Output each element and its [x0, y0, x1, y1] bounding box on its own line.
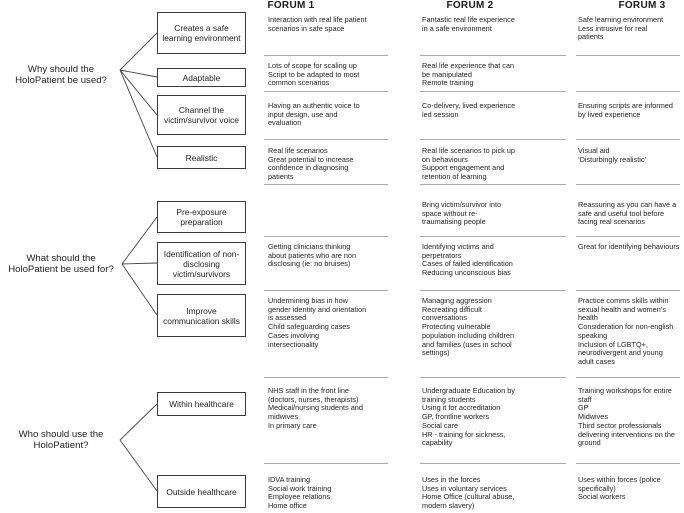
header-forum-1: FORUM 1: [267, 0, 315, 11]
cell-line: retention of learning: [422, 172, 487, 182]
cell-line: Social work training: [268, 483, 332, 493]
cell-line: HR - training for sickness,: [422, 429, 506, 439]
row-divider: [420, 139, 566, 140]
cell-line: perpetrators: [422, 250, 462, 260]
row-divider: [264, 463, 388, 464]
cell-line: sexual health and women’s: [578, 304, 666, 314]
cell-line: disclosing (ie: no bruises): [268, 259, 351, 269]
cell-line: Reassuring as you can have a: [578, 201, 677, 209]
row-divider: [420, 463, 566, 464]
question-why: Why should the HoloPatient be used?: [15, 64, 107, 86]
connector-line: [122, 217, 157, 264]
cell-line: Uses in voluntary services: [422, 483, 507, 493]
cell-forum-3: [578, 243, 684, 252]
cell-line: confidence in diagnosing: [268, 163, 349, 173]
cell-forum-1: [268, 243, 418, 269]
row-divider: [420, 184, 566, 185]
cell-forum-2: [422, 147, 572, 182]
connector-line: [122, 264, 157, 315]
cell-forum-2: [422, 297, 572, 358]
row-divider: [264, 55, 388, 56]
question-who: Who should use the HoloPatient?: [18, 429, 104, 451]
connector-line: [120, 70, 157, 157]
cell-line: Recreating difficult: [422, 304, 482, 314]
cell-line: IDVA training: [268, 476, 311, 484]
row-divider: [420, 91, 566, 92]
row-divider: [420, 236, 566, 237]
cell-line: Training workshops for entire: [578, 387, 672, 395]
cell-line: Identifying victims and: [422, 243, 494, 251]
cell-line: adult cases: [578, 356, 615, 366]
cell-forum-1: [268, 62, 418, 88]
cell-line: safe and useful tool before: [578, 208, 665, 218]
cell-line: Less intrusive for real: [578, 23, 648, 33]
cell-line: midwives: [268, 412, 299, 422]
cell-line: Midwives: [578, 412, 609, 422]
row-divider: [576, 377, 680, 378]
cell-forum-2: [422, 387, 572, 448]
row-divider: [576, 463, 680, 464]
cell-line: and families (uses in school: [422, 339, 512, 349]
cell-forum-3: [578, 476, 684, 502]
cell-line: Getting clinicians thinking: [268, 243, 351, 251]
cell-forum-1: [268, 387, 418, 431]
cell-line: Safe learning environment: [578, 16, 664, 24]
cell-line: about patients who are non: [268, 250, 357, 260]
cell-line: Cases of failed identification: [422, 259, 513, 269]
question-what: What should the HoloPatient be used for?: [8, 253, 114, 275]
cell-line: Third sector professionals: [578, 420, 662, 430]
cell-line: ‘Disturbingly realistic’: [578, 154, 647, 164]
category-safe-learning: Creates a safe learning environment: [157, 12, 246, 54]
cell-line: conversations: [422, 313, 468, 323]
cell-line: Script to be adapted to most: [268, 69, 360, 79]
cell-line: patients: [578, 32, 604, 42]
category-pre-exposure: Pre-exposure preparation: [157, 201, 246, 233]
cell-line: Real life scenarios: [268, 147, 328, 155]
row-divider: [420, 55, 566, 56]
cell-forum-1: [268, 16, 418, 33]
connector-line: [120, 70, 157, 77]
cell-line: Undermining bias in how: [268, 297, 348, 305]
cell-line: traumatising people: [422, 217, 486, 227]
cell-line: modern slavery): [422, 501, 475, 511]
cell-line: Child safeguarding cases: [268, 322, 350, 332]
cell-forum-3: [578, 102, 684, 119]
cell-line: space without re-: [422, 208, 478, 218]
cell-line: Co-delivery, lived experience: [422, 102, 516, 110]
row-divider: [576, 290, 680, 291]
cell-line: Cases involving: [268, 330, 320, 340]
cell-forum-3: [578, 16, 684, 42]
cell-line: (doctors, nurses, therapists): [268, 394, 359, 404]
row-divider: [576, 91, 680, 92]
cell-line: Having an authentic voice to: [268, 102, 360, 110]
cell-line: led session: [422, 109, 459, 119]
cell-line: specifically): [578, 483, 616, 493]
category-within-healthcare: Within healthcare: [157, 392, 246, 416]
cell-line: Fantastic real life experience: [422, 16, 515, 24]
cell-line: Great potential to increase: [268, 154, 354, 164]
cell-line: GP: [578, 403, 589, 413]
cell-line: NHS staff in the front line: [268, 387, 349, 395]
cell-line: scenarios in safe space: [268, 23, 345, 33]
cell-forum-2: [422, 243, 572, 278]
cell-forum-1: [268, 147, 418, 182]
cell-forum-3: [578, 147, 684, 164]
cell-line: Uses in the forces: [422, 476, 481, 484]
row-divider: [576, 139, 680, 140]
cell-forum-3: [578, 297, 684, 367]
cell-line: Home office: [268, 501, 307, 511]
cell-line: Practice comms skills within: [578, 297, 669, 305]
row-divider: [420, 377, 566, 378]
cell-line: staff: [578, 394, 592, 404]
cell-forum-2: [422, 102, 572, 119]
cell-line: on behaviours: [422, 154, 468, 164]
cell-forum-3: [578, 201, 684, 227]
cell-line: Reducing unconscious bias: [422, 268, 511, 278]
cell-line: common scenarios: [268, 78, 330, 88]
category-realistic: Realistic: [157, 146, 246, 169]
cell-line: by lived experience: [578, 109, 641, 119]
cell-line: Home Office (cultural abuse,: [422, 492, 515, 502]
cell-forum-2: [422, 62, 572, 88]
row-divider: [264, 236, 388, 237]
cell-line: health: [578, 313, 598, 323]
connector-line: [120, 440, 157, 491]
cell-line: facing real scenarios: [578, 217, 645, 227]
header-forum-2: FORUM 2: [446, 0, 494, 11]
cell-line: capability: [422, 438, 453, 448]
connector-line: [120, 70, 157, 115]
cell-line: settings): [422, 348, 450, 358]
cell-line: Support engagement and: [422, 163, 505, 173]
cell-forum-2: [422, 16, 572, 33]
cell-line: patients: [268, 172, 294, 182]
category-identification: Identification of non-disclosing victim/survivors: [157, 242, 246, 285]
cell-line: Consideration for non-english: [578, 322, 674, 332]
cell-line: be manipulated: [422, 69, 472, 79]
cell-line: in a safe environment: [422, 23, 492, 33]
cell-line: training students: [422, 394, 476, 404]
row-divider: [576, 55, 680, 56]
row-divider: [576, 236, 680, 237]
cell-line: Using it for accreditation: [422, 403, 501, 413]
cell-line: Real life scenarios to pick up: [422, 147, 515, 155]
connector-line: [120, 404, 157, 440]
cell-line: Protecting vulnerable: [422, 322, 491, 332]
cell-line: Employee relations: [268, 492, 331, 502]
cell-line: is assessed: [268, 313, 307, 323]
row-divider: [264, 290, 388, 291]
cell-line: Inclusion of LGBTQ+,: [578, 339, 648, 349]
cell-line: delivering interventions on the: [578, 429, 675, 439]
cell-line: evaluation: [268, 118, 302, 128]
cell-line: GP, frontline workers: [422, 412, 490, 422]
cell-forum-1: [268, 297, 418, 349]
cell-line: Social care: [422, 420, 459, 430]
cell-line: Remote training: [422, 78, 474, 88]
cell-line: Ensuring scripts are informed: [578, 102, 673, 110]
row-divider: [264, 377, 388, 378]
cell-forum-3: [578, 387, 684, 448]
cell-line: Interaction with real life patient: [268, 16, 367, 24]
cell-forum-1: [268, 102, 418, 128]
cell-line: Social workers: [578, 492, 626, 502]
cell-line: gender identity and orientation: [268, 304, 367, 314]
cell-line: Real life experience that can: [422, 62, 515, 70]
header-forum-3: FORUM 3: [618, 0, 666, 11]
row-divider: [264, 184, 388, 185]
cell-line: population including children: [422, 330, 515, 340]
cell-line: Medical/nursing students and: [268, 403, 363, 413]
category-communication: Improve communication skills: [157, 294, 246, 337]
cell-line: Managing aggression: [422, 297, 492, 305]
category-adaptable: Adaptable: [157, 68, 246, 87]
cell-line: Uses within forces (police: [578, 476, 661, 484]
row-divider: [420, 290, 566, 291]
cell-line: In primary care: [268, 420, 317, 430]
category-victim-voice: Channel the victim/survivor voice: [157, 95, 246, 135]
cell-line: Great for identifying behaviours: [578, 243, 680, 251]
row-divider: [576, 184, 680, 185]
cell-forum-2: [422, 476, 572, 511]
cell-line: input design, use and: [268, 109, 338, 119]
cell-line: ground: [578, 438, 601, 448]
cell-line: intersectionality: [268, 339, 319, 349]
cell-line: Lots of scope for scaling up: [268, 62, 357, 70]
connector-line: [122, 263, 157, 264]
row-divider: [264, 139, 388, 140]
category-outside-healthcare: Outside healthcare: [157, 475, 246, 508]
cell-line: Bring victim/survivor into: [422, 201, 502, 209]
cell-line: speaking: [578, 330, 608, 340]
cell-line: neurodivergent and young: [578, 348, 663, 358]
cell-line: Visual aid: [578, 147, 610, 155]
row-divider: [264, 91, 388, 92]
cell-line: Undergraduate Education by: [422, 387, 515, 395]
cell-forum-1: [268, 476, 418, 511]
cell-forum-2: [422, 201, 572, 227]
connector-line: [120, 33, 157, 70]
